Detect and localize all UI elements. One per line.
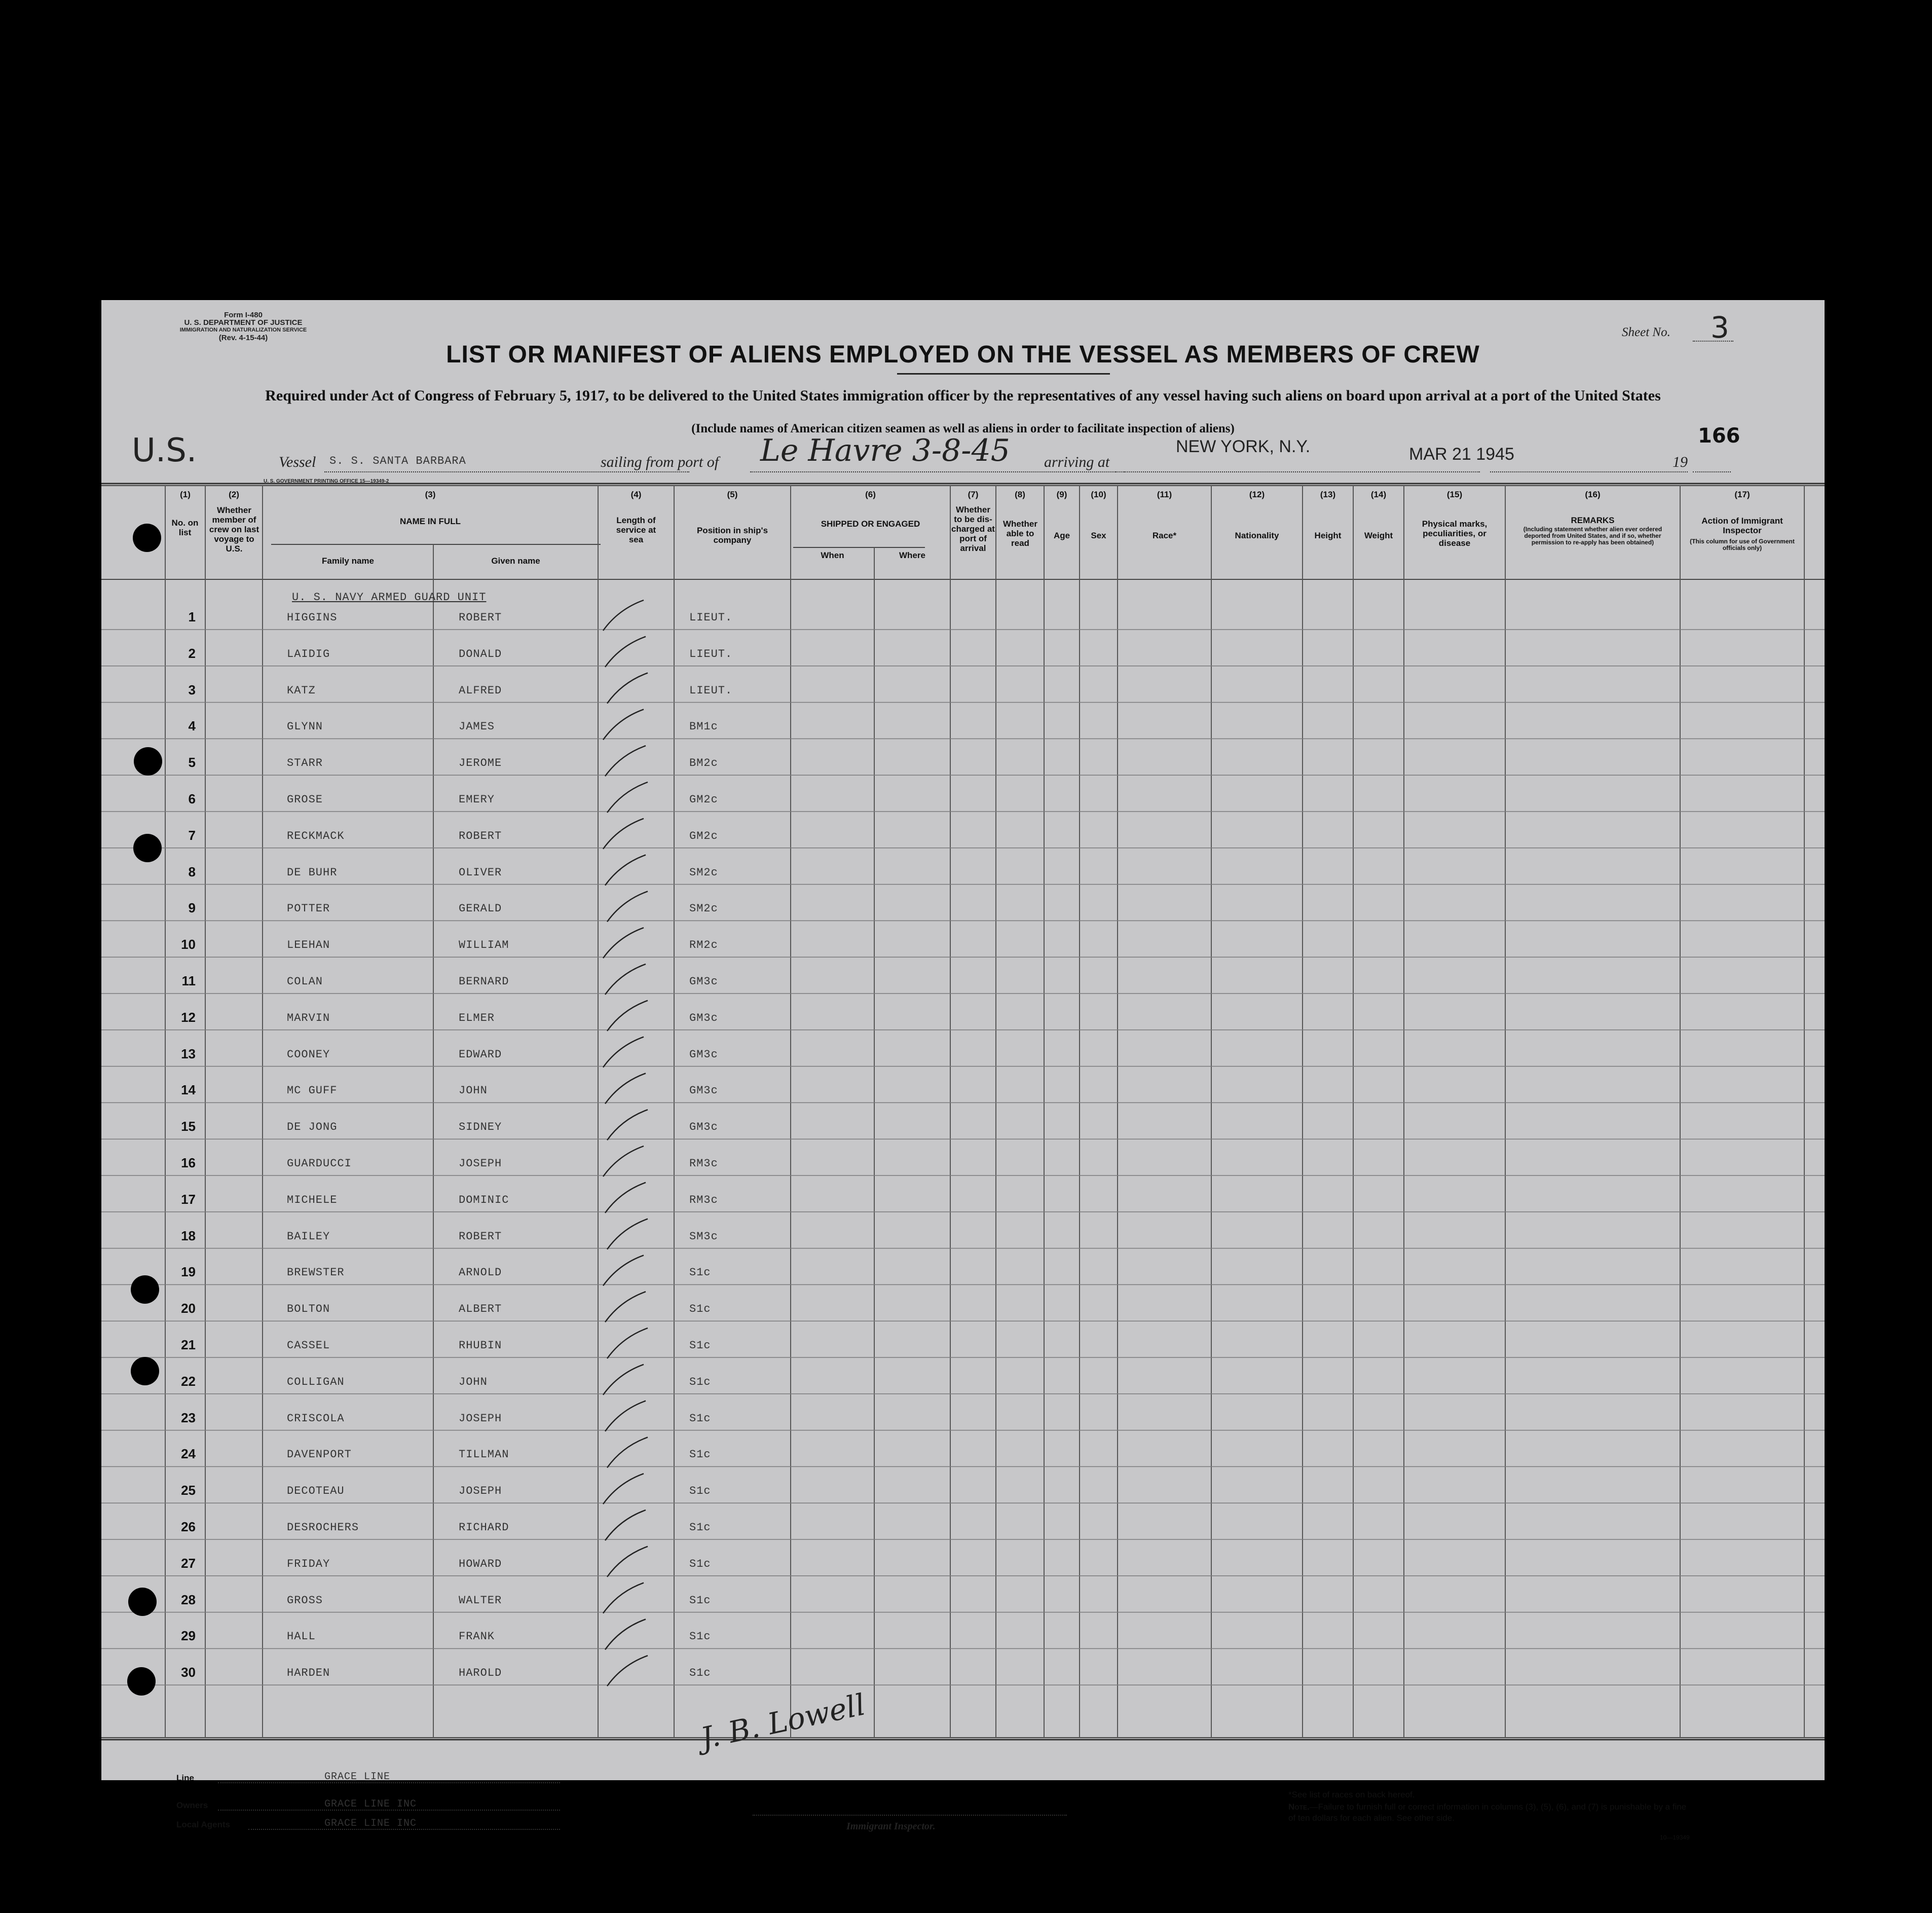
service-tick-mark — [607, 673, 648, 704]
punch-hole — [128, 1588, 157, 1616]
col-2-label: Whether member of crew on last voyage to U.S. — [209, 505, 259, 554]
row-number: 4 — [188, 718, 196, 734]
ship-position: RM2c — [689, 939, 718, 952]
given-name: ALBERT — [459, 1303, 502, 1316]
agents-label: Local Agents — [176, 1820, 231, 1829]
col-4-number: (4) — [630, 490, 642, 499]
line-label: Line — [176, 1773, 194, 1783]
family-name: COONEY — [287, 1048, 330, 1061]
row-number: 15 — [181, 1119, 196, 1134]
row-number: 22 — [181, 1373, 196, 1389]
family-name: DECOTEAU — [287, 1485, 345, 1498]
arrival-date: MAR 21 1945 — [1409, 445, 1514, 464]
col-3-label: NAME IN FULL — [400, 517, 461, 526]
given-name: JOSEPH — [459, 1412, 502, 1425]
row-number: 16 — [181, 1155, 196, 1170]
row-number: 20 — [181, 1301, 196, 1316]
owners-label: Owners — [176, 1800, 208, 1810]
service-tick-mark — [607, 1547, 648, 1577]
family-name: HARDEN — [287, 1667, 330, 1680]
form-number: Form I-480 — [224, 311, 263, 319]
ship-position: S1c — [689, 1521, 711, 1534]
family-name: GROSS — [287, 1594, 323, 1607]
when-header: When — [821, 550, 844, 560]
row-number: 3 — [188, 682, 196, 697]
family-name: POTTER — [287, 902, 330, 915]
given-name: FRANK — [459, 1630, 495, 1643]
ship-position: GM2c — [689, 793, 718, 806]
family-name: DE BUHR — [287, 866, 338, 879]
gpo-imprint: U. S. GOVERNMENT PRINTING OFFICE 15—19349-2 — [264, 479, 389, 484]
col-5-number: (5) — [727, 490, 738, 499]
form-revision: (Rev. 4-15-44) — [218, 334, 268, 342]
col-17-label: Action of Immigrant Inspector — [1701, 516, 1783, 535]
given-name: JOHN — [459, 1084, 488, 1097]
family-name: DE JONG — [287, 1121, 338, 1134]
officer-signature: J. B. Lowell — [697, 1687, 869, 1756]
required-statement: Required under Act of Congress of February 5, 1917, to be delivered to the United States immigration officer by the representatives of any vessel having such aliens on board upon arrival at a port of the United States — [265, 387, 1661, 404]
col-9-label: Age — [1053, 531, 1070, 540]
family-name: MICHELE — [287, 1193, 338, 1206]
given-name: ARNOLD — [459, 1266, 502, 1279]
family-name: FRIDAY — [287, 1557, 330, 1570]
year-prefix: 19 — [1673, 454, 1688, 470]
family-name: DESROCHERS — [287, 1521, 359, 1534]
ship-position: GM3c — [689, 1121, 718, 1134]
service-tick-mark — [603, 1365, 644, 1395]
ship-position: S1c — [689, 1667, 711, 1680]
family-name: DAVENPORT — [287, 1448, 352, 1461]
row-number: 5 — [188, 755, 196, 770]
agents-value: GRACE LINE INC — [324, 1818, 417, 1829]
service-tick-mark — [605, 637, 646, 667]
ship-position: GM2c — [689, 829, 718, 842]
arriving-label: arriving at — [1044, 454, 1110, 470]
service-tick-mark — [603, 819, 644, 849]
given-name: WILLIAM — [459, 939, 509, 952]
row-number: 10 — [181, 937, 196, 952]
vessel-name: S. S. SANTA BARBARA — [329, 455, 466, 467]
given-name: JOSEPH — [459, 1485, 502, 1498]
service-tick-mark — [605, 746, 646, 776]
row-number: 11 — [181, 973, 196, 988]
inspector-label: Immigrant Inspector. — [846, 1821, 936, 1832]
row-number: 12 — [181, 1009, 196, 1025]
service-tick-mark — [603, 928, 644, 958]
given-name: EMERY — [459, 793, 495, 806]
col-7-label: Whether to be dis-charged at port of arrival — [951, 505, 995, 553]
given-name: SIDNEY — [459, 1121, 502, 1134]
given-name: WALTER — [459, 1594, 502, 1607]
col-10-label: Sex — [1091, 531, 1106, 540]
given-name: HOWARD — [459, 1557, 502, 1570]
ship-position: S1c — [689, 1339, 711, 1352]
row-number: 9 — [188, 900, 196, 916]
row-number: 18 — [181, 1228, 196, 1243]
row-number: 27 — [181, 1555, 196, 1571]
ship-position: S1c — [689, 1266, 711, 1279]
family-name: MARVIN — [287, 1011, 330, 1024]
service-tick-mark — [605, 1401, 646, 1431]
family-name: BAILEY — [287, 1230, 330, 1243]
col-9-number: (9) — [1056, 490, 1067, 499]
given-name: ROBERT — [459, 611, 502, 624]
service-tick-mark — [607, 1110, 648, 1140]
form-title: LIST OR MANIFEST OF ALIENS EMPLOYED ON THE VESSEL AS MEMBERS OF CREW — [446, 341, 1480, 368]
given-name: JEROME — [459, 757, 502, 770]
family-name: COLAN — [287, 975, 323, 988]
ship-position: RM3c — [689, 1193, 718, 1206]
col-13-number: (13) — [1320, 490, 1336, 499]
col-7-number: (7) — [968, 490, 979, 499]
ship-position: LIEUT. — [689, 611, 733, 624]
service-tick-mark — [607, 1001, 648, 1031]
sheet-label: Sheet No. — [1622, 325, 1670, 339]
vessel-label: Vessel — [279, 454, 316, 470]
given-name: DOMINIC — [459, 1193, 509, 1206]
col-8-number: (8) — [1015, 490, 1025, 499]
family-name: GUARDUCCI — [287, 1157, 352, 1170]
penalty-note — [1288, 1801, 1694, 1824]
ship-position: LIEUT. — [689, 647, 733, 660]
given-name: HAROLD — [459, 1667, 502, 1680]
given-name-header: Given name — [491, 556, 540, 566]
col-11-label: Race* — [1152, 531, 1177, 540]
service-tick-mark — [607, 782, 648, 813]
service-tick-mark — [607, 1656, 648, 1686]
given-name: ROBERT — [459, 829, 502, 842]
family-name-header: Family name — [322, 556, 374, 566]
family-name: BREWSTER — [287, 1266, 345, 1279]
punch-hole — [131, 1357, 159, 1385]
service-tick-mark — [607, 891, 648, 922]
punch-hole — [133, 524, 161, 552]
service-tick-mark — [603, 709, 644, 740]
service-name: IMMIGRATION AND NATURALIZATION SERVICE — [179, 327, 307, 333]
given-name: OLIVER — [459, 866, 502, 879]
col-15-number: (15) — [1446, 490, 1463, 499]
service-tick-mark — [603, 1146, 644, 1176]
races-note: *See list of races on back hereof. — [1288, 1790, 1415, 1799]
ship-position: SM3c — [689, 1230, 718, 1243]
ship-position: SM2c — [689, 902, 718, 915]
given-name: DONALD — [459, 647, 502, 660]
ship-position: S1c — [689, 1557, 711, 1570]
given-name: RHUBIN — [459, 1339, 502, 1352]
col-13-label: Height — [1314, 531, 1342, 540]
family-name: CRISCOLA — [287, 1412, 345, 1425]
include-statement: (Include names of American citizen seamen as well as aliens in order to facilitate inspection of aliens) — [691, 422, 1235, 435]
page-number: 166 — [1698, 424, 1740, 448]
row-number: 14 — [181, 1082, 196, 1098]
family-name: HIGGINS — [287, 611, 338, 624]
given-name: EDWARD — [459, 1048, 502, 1061]
ship-position: LIEUT. — [689, 684, 733, 697]
col-6-number: (6) — [865, 490, 876, 499]
service-tick-mark — [605, 1183, 646, 1213]
col-16-number: (16) — [1585, 490, 1601, 499]
family-name: STARR — [287, 757, 323, 770]
row-number: 29 — [181, 1628, 196, 1644]
ship-position: SM2c — [689, 866, 718, 879]
service-tick-mark — [603, 1037, 644, 1068]
col-12-label: Nationality — [1235, 531, 1279, 540]
given-name: RICHARD — [459, 1521, 509, 1534]
col-15-label: Physical marks, peculiarities, or disease — [1422, 519, 1488, 548]
row-number: 8 — [188, 864, 196, 879]
ship-position: BM1c — [689, 720, 718, 733]
ship-position: GM3c — [689, 1084, 718, 1097]
row-number: 1 — [188, 609, 196, 624]
row-number: 6 — [188, 791, 196, 806]
given-name: ROBERT — [459, 1230, 502, 1243]
row-number: 26 — [181, 1519, 196, 1534]
punch-hole — [131, 1275, 159, 1304]
row-number: 7 — [188, 827, 196, 843]
line-value: GRACE LINE — [324, 1771, 391, 1783]
note-text: —Failure to furnish full or correct information in columns (3), (5), (6), and (7) is punishable by a fine of ten dollars for each alien. See other side. — [1288, 1802, 1687, 1823]
ship-position: GM3c — [689, 975, 718, 988]
given-name: JOHN — [459, 1375, 488, 1388]
sheet-number: 3 — [1711, 310, 1729, 345]
row-number: 17 — [181, 1191, 196, 1207]
family-name: GLYNN — [287, 720, 323, 733]
service-tick-mark — [603, 1255, 644, 1285]
col-4-label: Length of service at sea — [616, 516, 656, 544]
col-1-label: No. on list — [171, 518, 199, 537]
col-5-label: Position in ship's company — [696, 526, 768, 545]
ship-position: S1c — [689, 1303, 711, 1316]
col-12-number: (12) — [1249, 490, 1265, 499]
service-tick-mark — [603, 1474, 644, 1504]
service-tick-mark — [607, 1437, 648, 1467]
sailing-port: Le Havre 3-8-45 — [760, 433, 1010, 468]
print-code: 10—19349 — [1660, 1834, 1690, 1841]
family-name: GROSE — [287, 793, 323, 806]
sailing-label: sailing from port of — [601, 454, 719, 470]
row-number: 23 — [181, 1410, 196, 1425]
row-number: 25 — [181, 1483, 196, 1498]
punch-hole — [127, 1667, 156, 1696]
punch-hole — [133, 834, 162, 862]
row-number: 2 — [188, 645, 196, 661]
note-label: Note. — [1288, 1802, 1310, 1812]
col-6-label: SHIPPED OR ENGAGED — [821, 519, 920, 529]
department-name: U. S. DEPARTMENT OF JUSTICE — [184, 318, 303, 327]
inspector-line — [753, 1815, 1067, 1816]
ship-position: RM3c — [689, 1157, 718, 1170]
inspector-note: (This column for use of Government officials only) — [1690, 538, 1795, 551]
family-name: HALL — [287, 1630, 316, 1643]
service-tick-mark — [605, 964, 646, 995]
given-name: TILLMAN — [459, 1448, 509, 1461]
ship-position: S1c — [689, 1412, 711, 1425]
remarks-note: (Including statement whether alien ever ordered deported from United States, and if so, whether permission to re-apply has been obtained) — [1523, 526, 1662, 546]
col-3-number: (3) — [425, 490, 436, 499]
given-name: JOSEPH — [459, 1157, 502, 1170]
service-tick-mark — [605, 1619, 646, 1649]
family-name: BOLTON — [287, 1303, 330, 1316]
service-tick-mark — [603, 1583, 644, 1613]
family-name: MC GUFF — [287, 1084, 338, 1097]
col-16-label: REMARKS — [1571, 516, 1615, 525]
row-number: 19 — [181, 1264, 196, 1280]
service-tick-mark — [605, 1510, 646, 1540]
ship-position: S1c — [689, 1448, 711, 1461]
ship-position: GM3c — [689, 1048, 718, 1061]
family-name: KATZ — [287, 684, 316, 697]
col-1-number: (1) — [180, 490, 191, 499]
row-number: 28 — [181, 1592, 196, 1607]
row-number: 24 — [181, 1446, 196, 1462]
family-name: RECKMACK — [287, 829, 345, 842]
col-10-number: (10) — [1091, 490, 1106, 499]
ship-position: GM3c — [689, 1011, 718, 1024]
family-name: COLLIGAN — [287, 1375, 345, 1388]
col-11-number: (11) — [1157, 490, 1172, 499]
service-tick-mark — [607, 1328, 648, 1358]
given-name: BERNARD — [459, 975, 509, 988]
arriving-port: NEW YORK, N.Y. — [1176, 437, 1311, 456]
ship-position: BM2c — [689, 757, 718, 770]
family-name: LAIDIG — [287, 647, 330, 660]
given-name: ELMER — [459, 1011, 495, 1024]
given-name: ALFRED — [459, 684, 502, 697]
section-heading: U. S. NAVY ARMED GUARD UNIT — [292, 591, 487, 604]
service-tick-mark — [605, 855, 646, 886]
service-tick-mark — [603, 600, 644, 631]
ship-position: S1c — [689, 1630, 711, 1643]
col-14-number: (14) — [1370, 490, 1387, 499]
us-mark: U.S. — [132, 432, 197, 469]
family-name: CASSEL — [287, 1339, 330, 1352]
row-number: 13 — [181, 1046, 196, 1061]
given-name: GERALD — [459, 902, 502, 915]
given-name: JAMES — [459, 720, 495, 733]
family-name: LEEHAN — [287, 939, 330, 952]
service-tick-mark — [605, 1073, 646, 1103]
manifest-form — [101, 300, 1825, 1841]
service-tick-mark — [605, 1292, 646, 1322]
ship-position: S1c — [689, 1594, 711, 1607]
col-17-number: (17) — [1734, 490, 1750, 499]
owners-value: GRACE LINE INC — [324, 1798, 417, 1810]
service-tick-mark — [607, 1219, 648, 1249]
row-number: 21 — [181, 1337, 196, 1352]
row-number: 30 — [181, 1665, 196, 1680]
col-2-number: (2) — [229, 490, 239, 499]
col-8-label: Whether able to read — [1003, 519, 1037, 548]
where-header: Where — [899, 550, 925, 560]
ship-position: S1c — [689, 1375, 711, 1388]
punch-hole — [134, 747, 162, 776]
col-14-label: Weight — [1364, 531, 1393, 540]
ship-position: S1c — [689, 1485, 711, 1498]
